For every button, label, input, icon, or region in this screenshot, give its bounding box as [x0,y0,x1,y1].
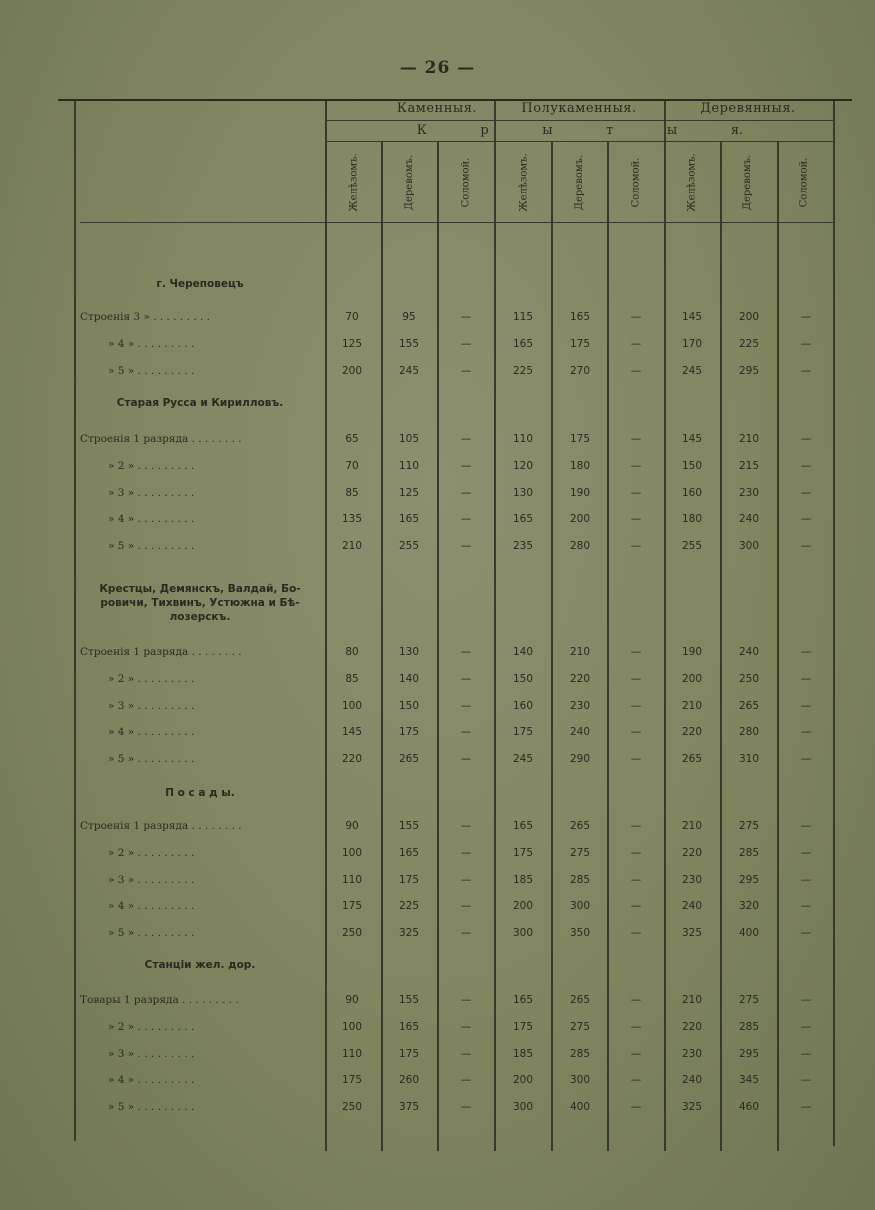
row-label: Строенія 1 разряда . . . . . . . . [80,820,242,832]
roof-header [326,142,382,222]
table-cell: 220 [569,672,591,685]
table-cell: 185 [512,1047,534,1060]
row-label: » 5 » . . . . . . . . . [108,753,195,766]
table-cell: 295 [738,1047,760,1060]
table-cell: — [800,846,812,859]
table-row [0,1101,875,1119]
table-cell: 265 [398,753,420,766]
table-cell: 155 [398,994,420,1006]
table-cell: — [630,900,642,913]
table-cell: 165 [512,337,534,350]
table-cell: 240 [569,726,591,739]
row-label: » 5 » . . . . . . . . . [108,1101,195,1114]
table-cell: — [800,1074,812,1087]
table-cell: — [630,927,642,940]
row-label: Строенія 1 разряда . . . . . . . . [80,433,242,445]
table-cell: 285 [738,1020,760,1033]
header-rule [326,141,834,142]
roof-header-text: Деревомъ. [742,154,754,210]
table-cell: 275 [569,1020,591,1033]
table-cell: 175 [341,1074,363,1087]
table-cell: 285 [738,846,760,859]
table-cell: 460 [738,1101,760,1114]
table-cell: 400 [738,927,760,940]
table-cell: 110 [512,433,534,445]
table-cell: — [800,726,812,739]
section-title-line: г. Череповецъ [156,278,244,290]
table-cell: — [460,846,472,859]
roof-header-text: Соломой. [798,157,810,207]
table-row [0,673,875,691]
table-cell: 250 [738,672,760,685]
table-cell: 175 [512,726,534,739]
table-cell: — [800,927,812,940]
roof-header [438,142,494,222]
table-cell: 165 [512,513,534,526]
row-label: Строенія 1 разряда . . . . . . . . [80,646,242,658]
table-cell: 230 [738,486,760,499]
table-cell: — [800,672,812,685]
table-cell: 230 [681,873,703,886]
table-cell: 285 [569,873,591,886]
table-cell: 115 [512,311,534,323]
table-row [0,1021,875,1039]
row-label: » 5 » . . . . . . . . . [108,927,195,940]
table-cell: 110 [341,873,363,886]
table-cell: 290 [569,753,591,766]
table-cell: — [460,646,472,658]
group-header-wooden: Деревянныя. [700,101,796,116]
table-cell: 220 [341,753,363,766]
table-cell: 185 [512,873,534,886]
table-cell: 200 [569,513,591,526]
roof-header-text: Желѣзомъ. [518,152,530,212]
table-cell: 175 [512,1020,534,1033]
table-cell: — [800,337,812,350]
table-cell: — [800,820,812,832]
table-cell: 100 [341,699,363,712]
row-label: Строенія 3 » . . . . . . . . . [80,311,210,323]
section-title [76,278,324,290]
table-cell: — [630,364,642,377]
row-label: » 5 » . . . . . . . . . [108,364,195,377]
table-cell: 140 [512,646,534,658]
table-cell: 165 [569,311,591,323]
table-cell: — [630,820,642,832]
table-cell: 265 [681,753,703,766]
roof-header-text: Соломой. [460,157,472,207]
row-label: » 5 » . . . . . . . . . [108,540,195,553]
row-label: » 3 » . . . . . . . . . [108,699,195,712]
table-cell: 85 [345,486,359,499]
table-cell: — [630,433,642,445]
table-cell: 110 [398,459,420,472]
table-cell: 350 [569,927,591,940]
table-cell: 230 [681,1047,703,1060]
roof-header [776,142,832,222]
roof-header-text: Желѣзомъ. [348,152,360,212]
roof-header-text: Соломой. [630,157,642,207]
table-cell: — [460,459,472,472]
table-cell: 250 [341,927,363,940]
table-cell: 220 [681,846,703,859]
table-cell: — [460,364,472,377]
table-row [0,487,875,505]
table-cell: — [460,311,472,323]
table-cell: 325 [681,1101,703,1114]
table-row [0,338,875,356]
table-cell: 175 [398,873,420,886]
table-cell: — [630,459,642,472]
table-row [0,820,875,838]
table-cell: — [630,486,642,499]
roofed-letter: ы [542,123,553,138]
table-cell: — [460,540,472,553]
section-title-line: лозерскъ. [169,611,231,623]
table-cell: 210 [681,994,703,1006]
row-label: » 3 » . . . . . . . . . [108,486,195,499]
table-cell: 125 [398,486,420,499]
page-number: — 26 — [399,58,476,78]
roofed-header [330,123,830,141]
group-header-semistone: Полукаменныя. [521,101,637,116]
table-cell: 165 [512,994,534,1006]
table-cell: 220 [681,1020,703,1033]
table-cell: — [460,873,472,886]
table-cell: 120 [512,459,534,472]
roof-header [664,142,720,222]
table-cell: — [630,699,642,712]
table-cell: — [630,873,642,886]
table-cell: 200 [512,900,534,913]
table-cell: 175 [398,1047,420,1060]
table-cell: — [460,994,472,1006]
table-cell: 90 [345,820,359,832]
row-label: » 3 » . . . . . . . . . [108,1047,195,1060]
table-cell: 180 [569,459,591,472]
table-cell: 235 [512,540,534,553]
table-cell: 130 [398,646,420,658]
roof-header-text: Деревомъ. [404,154,416,210]
table-cell: 180 [681,513,703,526]
table-cell: 280 [738,726,760,739]
table-cell: 100 [341,846,363,859]
table-cell: 165 [398,846,420,859]
table-cell: 200 [512,1074,534,1087]
table-cell: 275 [569,846,591,859]
table-cell: — [800,1047,812,1060]
table-cell: 140 [398,672,420,685]
table-cell: 110 [341,1047,363,1060]
table-cell: 165 [398,1020,420,1033]
table-cell: — [800,900,812,913]
table-row [0,753,875,771]
table-cell: 165 [512,820,534,832]
table-cell: — [630,672,642,685]
section-title-line: ровичи, Тихвинъ, Устюжна и Бѣ- [100,597,300,609]
section-title-line: Старая Русса и Кирилловъ. [116,397,284,409]
roof-header [382,142,438,222]
table-cell: — [460,820,472,832]
table-cell: 175 [569,433,591,445]
roofed-letter: р [480,123,489,138]
table-cell: — [630,540,642,553]
table-cell: 345 [738,1074,760,1087]
table-cell: 170 [681,337,703,350]
table-cell: 225 [512,364,534,377]
roof-header [552,142,608,222]
table-cell: 325 [681,927,703,940]
table-cell: 150 [512,672,534,685]
table-cell: — [630,1047,642,1060]
table-cell: 210 [681,699,703,712]
table-row [0,433,875,451]
table-cell: — [800,994,812,1006]
table-cell: 155 [398,820,420,832]
table-cell: 90 [345,994,359,1006]
table-cell: 200 [681,672,703,685]
table-cell: 210 [738,433,760,445]
table-cell: 175 [569,337,591,350]
table-row [0,460,875,478]
table-cell: — [630,311,642,323]
table-cell: 145 [341,726,363,739]
roof-header [608,142,664,222]
table-cell: — [800,753,812,766]
table-cell: 280 [569,540,591,553]
section-title [76,787,324,799]
table-row [0,1074,875,1092]
table-cell: — [460,1047,472,1060]
table-cell: 275 [738,820,760,832]
table-cell: 245 [681,364,703,377]
table-cell: — [800,459,812,472]
table-cell: — [800,699,812,712]
roofed-letter: я. [730,123,744,138]
table-cell: 200 [341,364,363,377]
table-cell: — [460,337,472,350]
table-cell: 105 [398,433,420,445]
table-cell: — [800,486,812,499]
table-cell: 155 [398,337,420,350]
row-label: » 2 » . . . . . . . . . [108,846,195,859]
table-cell: — [460,927,472,940]
roofed-letter: ы [666,123,678,138]
table-cell: 70 [345,311,359,323]
roof-header [720,142,776,222]
table-cell: 100 [341,1020,363,1033]
table-cell: — [460,433,472,445]
table-cell: 245 [398,364,420,377]
table-row [0,847,875,865]
row-label: » 4 » . . . . . . . . . [108,513,195,526]
table-cell: — [630,753,642,766]
table-cell: 135 [341,513,363,526]
table-row [0,540,875,558]
section-title [76,397,324,409]
table-cell: — [800,1101,812,1114]
table-cell: — [630,646,642,658]
table-cell: 300 [738,540,760,553]
table-cell: 295 [738,364,760,377]
table-cell: 260 [398,1074,420,1087]
table-row [0,646,875,664]
table-cell: 70 [345,459,359,472]
table-cell: 95 [402,311,416,323]
table-cell: 375 [398,1101,420,1114]
roofed-letter: т [606,123,614,138]
table-cell: — [460,726,472,739]
table-cell: — [800,364,812,377]
table-cell: 325 [398,927,420,940]
table-cell: 150 [681,459,703,472]
table-cell: 160 [512,699,534,712]
table-row [0,726,875,744]
table-cell: 215 [738,459,760,472]
table-cell: 200 [738,311,760,323]
table-cell: — [630,513,642,526]
table-cell: 210 [681,820,703,832]
table-cell: — [630,1074,642,1087]
column-rule [833,101,835,1146]
table-cell: — [630,1101,642,1114]
table-cell: 125 [341,337,363,350]
table-cell: 240 [681,900,703,913]
roof-header-text: Желѣзомъ. [686,152,698,212]
table-cell: 225 [738,337,760,350]
table-cell: — [460,1101,472,1114]
table-cell: — [800,513,812,526]
table-cell: 230 [569,699,591,712]
table-cell: 225 [398,900,420,913]
table-cell: — [460,699,472,712]
row-label: Товары 1 разряда . . . . . . . . . [80,994,239,1006]
table-cell: — [460,753,472,766]
table-cell: 240 [738,646,760,658]
table-cell: 240 [738,513,760,526]
table-cell: — [800,433,812,445]
table-cell: — [460,513,472,526]
row-label: » 4 » . . . . . . . . . [108,1074,195,1087]
table-cell: — [630,846,642,859]
table-row [0,994,875,1012]
table-cell: 265 [569,820,591,832]
table-cell: — [800,1020,812,1033]
table-cell: 240 [681,1074,703,1087]
table-row [0,874,875,892]
roofed-letter: К [416,123,427,138]
table-cell: 275 [738,994,760,1006]
group-header-stone: Каменныя. [396,101,478,116]
table-row [0,513,875,531]
table-cell: 210 [569,646,591,658]
row-label: » 3 » . . . . . . . . . [108,873,195,886]
table-cell: — [460,1074,472,1087]
table-cell: 255 [398,540,420,553]
table-cell: 310 [738,753,760,766]
table-cell: 300 [569,900,591,913]
table-cell: — [460,486,472,499]
table-cell: 130 [512,486,534,499]
table-cell: 220 [681,726,703,739]
table-cell: 270 [569,364,591,377]
row-label: » 4 » . . . . . . . . . [108,900,195,913]
table-cell: 245 [512,753,534,766]
table-cell: — [630,726,642,739]
table-cell: 145 [681,311,703,323]
table-row [0,900,875,918]
table-cell: 300 [512,1101,534,1114]
table-cell: 285 [569,1047,591,1060]
table-cell: 145 [681,433,703,445]
table-cell: 295 [738,873,760,886]
table-cell: 300 [512,927,534,940]
table-cell: 165 [398,513,420,526]
table-cell: — [800,646,812,658]
row-label: » 4 » . . . . . . . . . [108,337,195,350]
table-cell: — [800,540,812,553]
table-cell: — [800,311,812,323]
table-cell: — [460,1020,472,1033]
table-cell: 175 [341,900,363,913]
table-cell: 150 [398,699,420,712]
table-cell: — [630,994,642,1006]
table-cell: — [800,873,812,886]
table-cell: 265 [738,699,760,712]
table-cell: 80 [345,646,359,658]
section-title-line: П о с а д ы. [165,787,235,799]
table-cell: 210 [341,540,363,553]
table-row [0,700,875,718]
roof-header-text: Деревомъ. [574,154,586,210]
row-label: » 2 » . . . . . . . . . [108,672,195,685]
table-cell: 400 [569,1101,591,1114]
table-cell: 190 [681,646,703,658]
table-cell: 265 [569,994,591,1006]
section-title-line: Станціи жел. дор. [144,959,256,971]
table-cell: 175 [512,846,534,859]
table-row [0,1048,875,1066]
table-cell: 160 [681,486,703,499]
table-row [0,311,875,329]
section-title [76,959,324,971]
table-cell: 250 [341,1101,363,1114]
table-cell: — [630,1020,642,1033]
table-cell: 300 [569,1074,591,1087]
table-row [0,927,875,945]
row-label: » 4 » . . . . . . . . . [108,726,195,739]
row-label: » 2 » . . . . . . . . . [108,459,195,472]
table-cell: — [460,672,472,685]
row-label: » 2 » . . . . . . . . . [108,1020,195,1033]
table-cell: 175 [398,726,420,739]
roof-header [496,142,552,222]
table-cell: 320 [738,900,760,913]
header-rule [326,120,834,121]
table-cell: — [630,337,642,350]
table-cell: 65 [345,433,359,445]
section-title [76,582,324,624]
table-row [0,365,875,383]
table-cell: 190 [569,486,591,499]
table-cell: 255 [681,540,703,553]
section-title-line: Крестцы, Демянскъ, Валдай, Бо- [99,583,301,595]
table-cell: 85 [345,672,359,685]
table-cell: — [460,900,472,913]
